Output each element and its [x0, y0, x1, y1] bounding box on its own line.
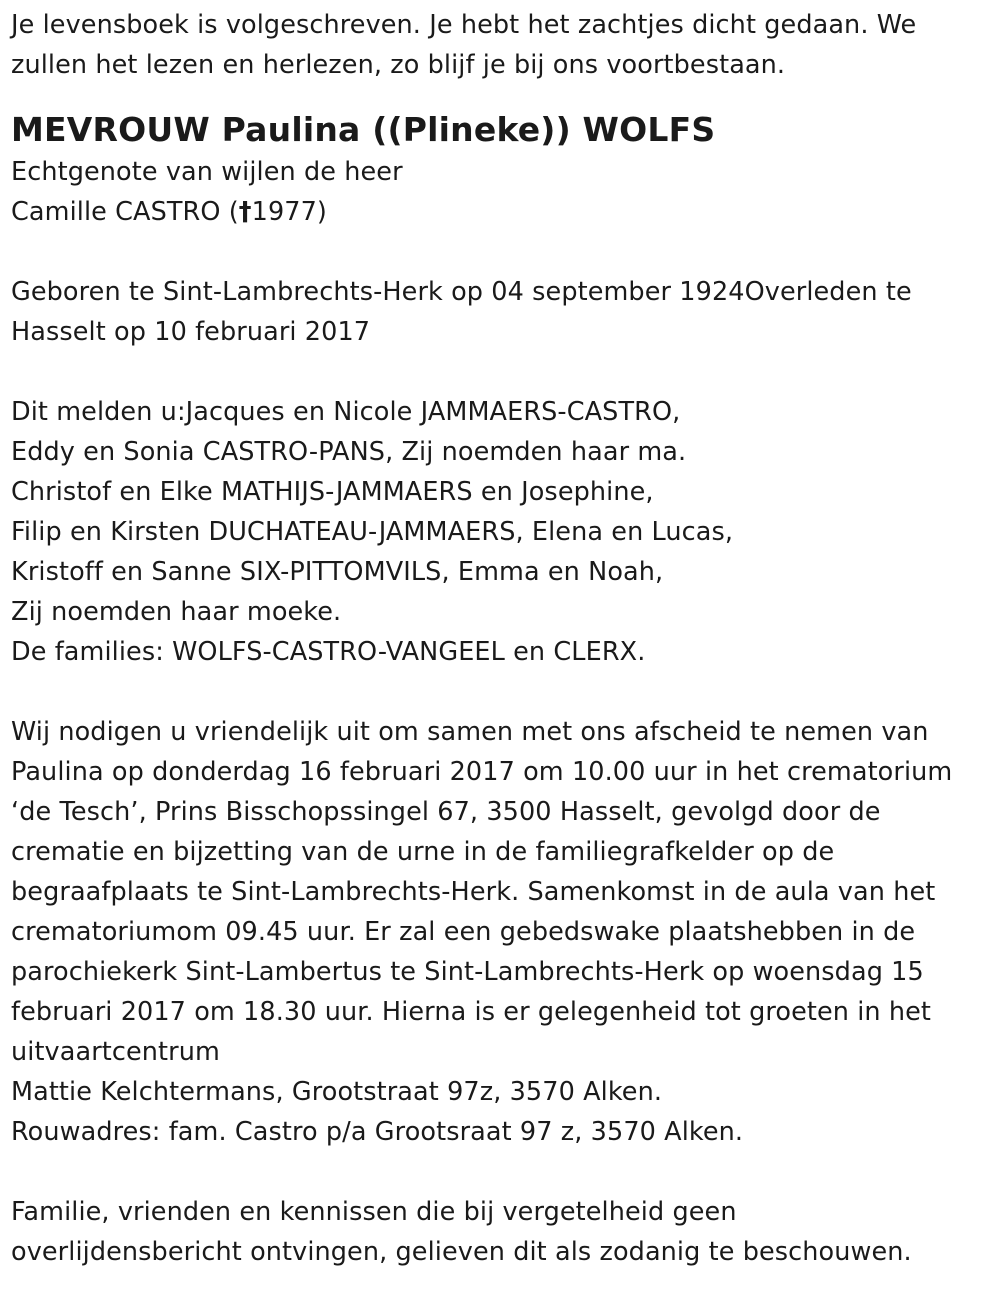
intro-poem	[11, 0, 1000, 85]
closing-note	[11, 1192, 1000, 1272]
spouse-info	[11, 152, 1000, 232]
spouse-name: Camille CASTRO (	[11, 197, 239, 227]
family-line: Zij noemden haar moeke.	[11, 597, 342, 627]
dates-line-1: Geboren te Sint-Lambrechts-Herk op 04 september 1924Overleden te	[11, 277, 912, 307]
dates-line-2: Hasselt op 10 februari 2017	[11, 317, 371, 347]
spouse-line-2	[11, 192, 1000, 232]
family-line: Dit melden u:Jacques en Nicole JAMMAERS-CASTRO,	[11, 397, 681, 427]
ceremony-line: ‘de Tesch’, Prins Bisschopssingel 67, 3500 Hasselt, gevolgd door de	[11, 797, 881, 827]
ceremony-line: parochiekerk Sint-Lambertus te Sint-Lambrechts-Herk op woensdag 15	[11, 957, 924, 987]
family-line: De families: WOLFS-CASTRO-VANGEEL en CLERX.	[11, 637, 646, 667]
spacer	[11, 1152, 1000, 1192]
ceremony-line: Paulina op donderdag 16 februari 2017 om 10.00 uur in het crematorium	[11, 757, 953, 787]
ceremony-details	[11, 712, 1000, 1152]
intro-line-1: Je levensboek is volgeschreven. Je hebt het zachtjes dicht gedaan. We	[11, 10, 917, 40]
ceremony-line: begraafplaats te Sint-Lambrechts-Herk. Samenkomst in de aula van het	[11, 877, 936, 907]
closing-line-1: Familie, vrienden en kennissen die bij vergetelheid geen	[11, 1197, 737, 1227]
ceremony-line: uitvaartcentrum	[11, 1037, 220, 1067]
spouse-line-1: Echtgenote van wijlen de heer	[11, 157, 403, 187]
deceased-name: MEVROUW Paulina ((Plineke)) WOLFS	[11, 110, 716, 149]
ceremony-line: crematoriumom 09.45 uur. Er zal een gebedswake plaatshebben in de	[11, 917, 916, 947]
family-line: Kristoff en Sanne SIX-PITTOMVILS, Emma en Noah,	[11, 557, 664, 587]
birth-death-dates	[11, 272, 1000, 352]
family-line: Christof en Elke MATHIJS-JAMMAERS en Josephine,	[11, 477, 654, 507]
ceremony-line: crematie en bijzetting van de urne in de familiegrafkelder op de	[11, 837, 835, 867]
ceremony-line: februari 2017 om 18.30 uur. Hierna is er gelegenheid tot groeten in het	[11, 997, 932, 1027]
mourning-address: Rouwadres: fam. Castro p/a Grootsraat 97 z, 3570 Alken.	[11, 1117, 744, 1147]
spouse-death-year: 1977)	[251, 197, 327, 227]
funeral-home-address: Mattie Kelchtermans, Grootstraat 97z, 3570 Alken.	[11, 1077, 663, 1107]
cross-icon: †	[238, 197, 252, 227]
family-announcement	[11, 392, 1000, 672]
intro-line-2: zullen het lezen en herlezen, zo blijf je bij ons voortbestaan.	[11, 50, 786, 80]
family-line: Filip en Kirsten DUCHATEAU-JAMMAERS, Elena en Lucas,	[11, 517, 734, 547]
spacer	[11, 232, 1000, 272]
spacer	[11, 352, 1000, 392]
spacer	[11, 672, 1000, 712]
closing-line-2: overlijdensbericht ontvingen, gelieven dit als zodanig te beschouwen.	[11, 1237, 912, 1267]
ceremony-line: Wij nodigen u vriendelijk uit om samen met ons afscheid te nemen van	[11, 717, 929, 747]
family-line: Eddy en Sonia CASTRO-PANS, Zij noemden haar ma.	[11, 437, 687, 467]
